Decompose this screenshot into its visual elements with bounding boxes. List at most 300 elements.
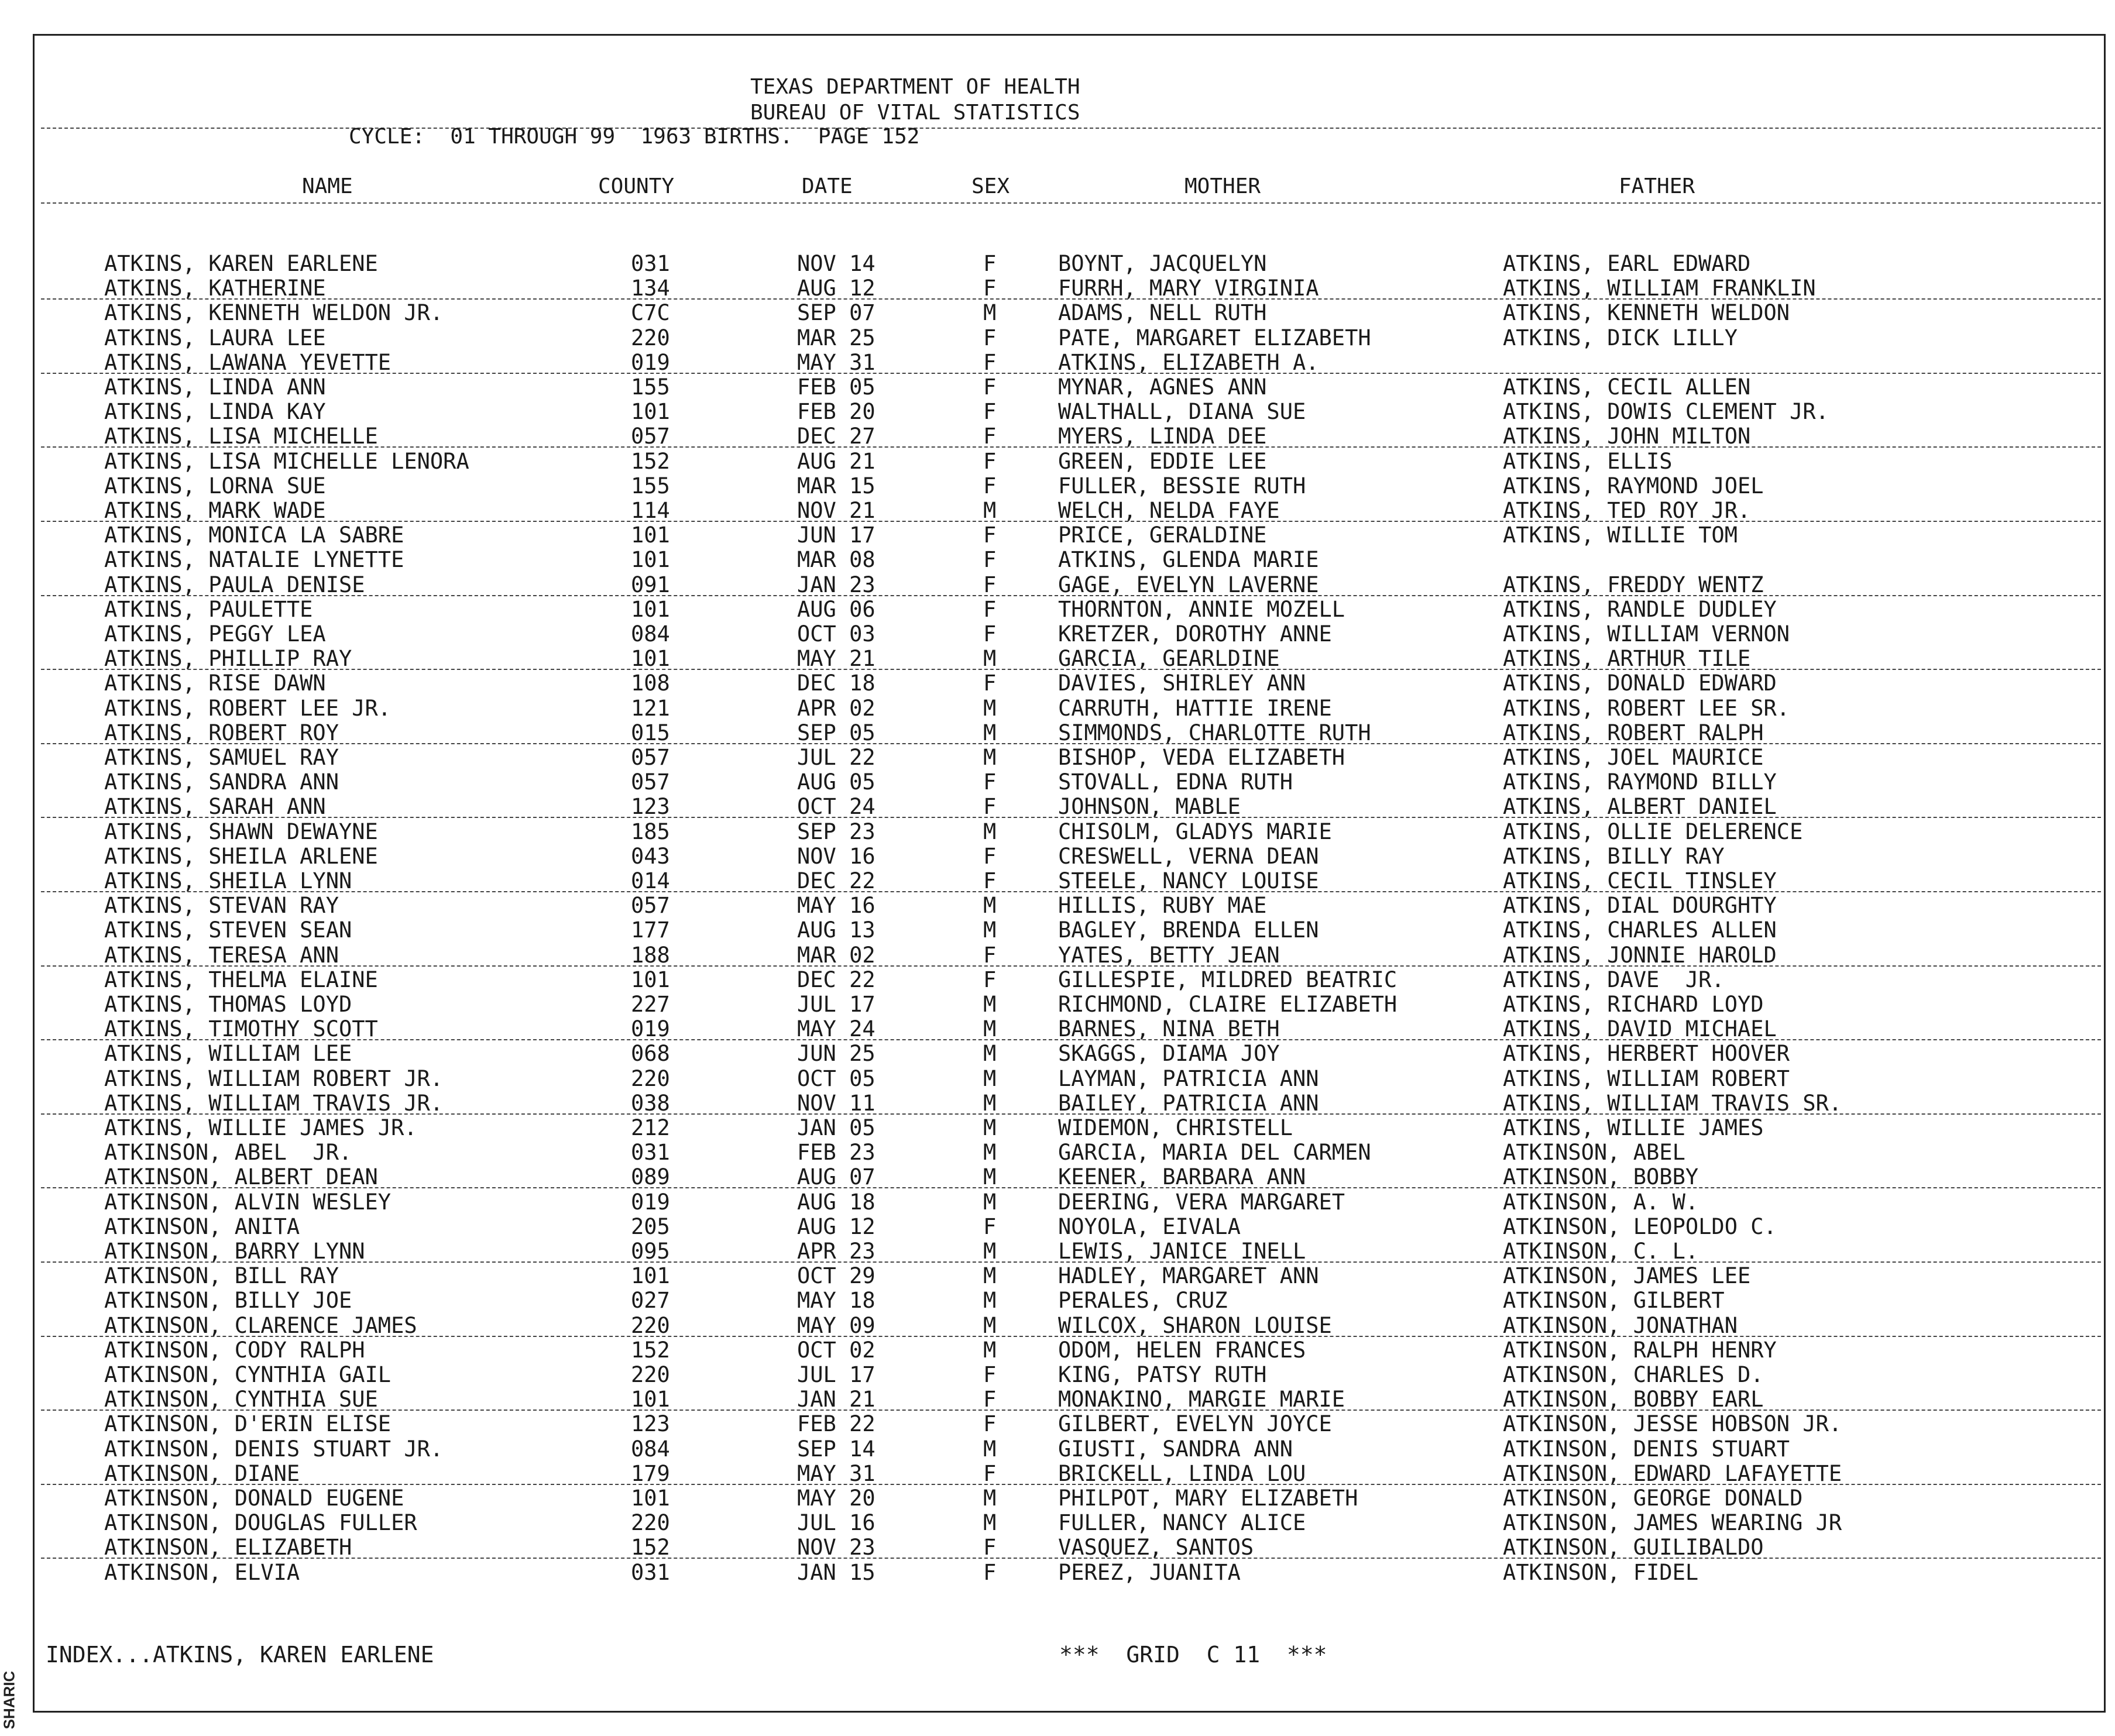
record-date: FEB 05: [797, 374, 875, 400]
record-date: JUL 17: [797, 992, 875, 1017]
record-name: ATKINS, MARK WADE: [104, 498, 326, 523]
record-row: [0, 943, 2115, 968]
record-county: 031: [631, 251, 670, 276]
record-mother: VASQUEZ, SANTOS: [1058, 1535, 1254, 1560]
record-name: ATKINS, LAWANA YEVETTE: [104, 349, 392, 375]
record-row: [0, 449, 2115, 474]
record-row: [0, 1412, 2115, 1436]
column-header-county: COUNTY: [598, 174, 675, 198]
record-name: ATKINS, WILLIE JAMES JR.: [104, 1115, 417, 1140]
record-row: [0, 1116, 2115, 1140]
column-header-mother: MOTHER: [1184, 174, 1261, 198]
record-row: [0, 1041, 2115, 1066]
record-county: 152: [631, 1337, 670, 1363]
column-header-date: DATE: [802, 174, 853, 198]
record-row: [0, 893, 2115, 918]
record-father: ATKINS, HERBERT HOOVER: [1503, 1041, 1790, 1067]
column-header-father: FATHER: [1619, 174, 1695, 198]
record-mother: FULLER, NANCY ALICE: [1058, 1510, 1306, 1536]
record-father: ATKINSON, LEOPOLDO C.: [1503, 1214, 1777, 1239]
record-name: ATKINS, SANDRA ANN: [104, 769, 339, 795]
record-name: ATKINSON, CYNTHIA GAIL: [104, 1362, 392, 1387]
row-group-divider: [41, 373, 2101, 374]
record-sex: M: [983, 695, 997, 721]
record-county: 019: [631, 349, 670, 375]
record-sex: F: [983, 1535, 997, 1560]
record-name: ATKINS, STEVEN SEAN: [104, 917, 352, 943]
record-name: ATKINSON, D'ERIN ELISE: [104, 1411, 392, 1437]
record-sex: M: [983, 1065, 997, 1091]
record-date: SEP 14: [797, 1436, 875, 1462]
row-group-divider: [41, 595, 2101, 596]
record-father: ATKINS, JONNIE HAROLD: [1503, 942, 1777, 968]
record-mother: GILBERT, EVELYN JOYCE: [1058, 1411, 1332, 1437]
row-group-divider: [41, 891, 2101, 892]
record-date: MAY 24: [797, 1016, 875, 1042]
record-row: [0, 745, 2115, 770]
record-father: ATKINS, DAVE JR.: [1503, 967, 1725, 992]
record-father: ATKINSON, DENIS STUART: [1503, 1436, 1790, 1462]
record-mother: MONAKINO, MARGIE MARIE: [1058, 1387, 1345, 1412]
record-date: MAR 25: [797, 325, 875, 350]
record-county: 101: [631, 399, 670, 425]
record-mother: BOYNT, JACQUELYN: [1058, 251, 1267, 276]
record-father: ATKINS, CHARLES ALLEN: [1503, 917, 1777, 943]
record-name: ATKINS, TIMOTHY SCOTT: [104, 1016, 378, 1042]
record-father: ATKINS, DICK LILLY: [1503, 325, 1738, 350]
record-father: ATKINS, RAYMOND BILLY: [1503, 769, 1777, 795]
row-group-divider: [41, 1410, 2101, 1411]
record-date: SEP 07: [797, 300, 875, 326]
record-date: OCT 24: [797, 794, 875, 820]
record-father: ATKINS, RAYMOND JOEL: [1503, 473, 1764, 499]
record-date: AUG 18: [797, 1189, 875, 1215]
record-date: OCT 02: [797, 1337, 875, 1363]
record-row: [0, 622, 2115, 647]
record-county: 212: [631, 1115, 670, 1140]
record-father: ATKINS, DOWIS CLEMENT JR.: [1503, 399, 1829, 425]
record-row: [0, 1560, 2115, 1585]
record-father: ATKINS, CECIL TINSLEY: [1503, 868, 1777, 893]
row-group-divider: [41, 1336, 2101, 1337]
record-row: [0, 1165, 2115, 1190]
record-sex: M: [983, 498, 997, 523]
record-county: 031: [631, 1140, 670, 1166]
record-sex: F: [983, 1559, 997, 1585]
record-date: AUG 12: [797, 1214, 875, 1239]
record-mother: CHISOLM, GLADYS MARIE: [1058, 819, 1332, 844]
record-name: ATKINS, LORNA SUE: [104, 473, 326, 499]
record-mother: KEENER, BARBARA ANN: [1058, 1164, 1306, 1190]
record-county: 057: [631, 769, 670, 795]
record-mother: PERALES, CRUZ: [1058, 1288, 1228, 1314]
row-group-divider: [41, 1113, 2101, 1115]
record-sex: F: [983, 769, 997, 795]
record-mother: GILLESPIE, MILDRED BEATRIC: [1058, 967, 1398, 992]
record-county: 179: [631, 1460, 670, 1486]
row-group-divider: [41, 1039, 2101, 1040]
record-mother: BARNES, NINA BETH: [1058, 1016, 1280, 1042]
record-county: 101: [631, 1486, 670, 1511]
record-father: ATKINS, TED ROY JR.: [1503, 498, 1751, 523]
record-row: [0, 424, 2115, 449]
record-row: [0, 375, 2115, 400]
record-name: ATKINSON, DONALD EUGENE: [104, 1486, 404, 1511]
record-date: AUG 12: [797, 276, 875, 301]
record-county: 101: [631, 596, 670, 622]
record-date: JUL 17: [797, 1362, 875, 1387]
record-county: 068: [631, 1041, 670, 1067]
record-name: ATKINS, THOMAS LOYD: [104, 992, 352, 1017]
record-mother: ATKINS, GLENDA MARIE: [1058, 547, 1319, 573]
record-row: [0, 1363, 2115, 1387]
record-county: 043: [631, 843, 670, 869]
record-date: SEP 23: [797, 819, 875, 844]
record-father: ATKINS, FREDDY WENTZ: [1503, 572, 1764, 597]
record-row: [0, 721, 2115, 745]
record-name: ATKINSON, ALBERT DEAN: [104, 1164, 378, 1190]
record-sex: M: [983, 1337, 997, 1363]
record-row: [0, 1486, 2115, 1511]
record-father: ATKINS, ELLIS: [1503, 448, 1673, 474]
record-row: [0, 301, 2115, 325]
record-sex: F: [983, 1411, 997, 1437]
record-father: ATKINS, WILLIAM TRAVIS SR.: [1503, 1090, 1842, 1116]
record-county: 091: [631, 572, 670, 597]
record-date: AUG 21: [797, 448, 875, 474]
record-county: 057: [631, 424, 670, 449]
record-name: ATKINS, LISA MICHELLE: [104, 424, 378, 449]
record-county: 057: [631, 893, 670, 919]
record-father: ATKINS, ROBERT RALPH: [1503, 720, 1764, 745]
record-sex: F: [983, 621, 997, 647]
record-name: ATKINS, PHILLIP RAY: [104, 646, 352, 672]
record-name: ATKINS, NATALIE LYNETTE: [104, 547, 404, 573]
record-row: [0, 597, 2115, 622]
record-sex: M: [983, 1189, 997, 1215]
record-name: ATKINS, ROBERT LEE JR.: [104, 695, 392, 721]
record-county: 114: [631, 498, 670, 523]
record-row: [0, 1215, 2115, 1239]
record-sex: M: [983, 992, 997, 1017]
record-row: [0, 326, 2115, 350]
record-name: ATKINSON, ABEL JR.: [104, 1140, 352, 1166]
record-sex: F: [983, 399, 997, 425]
record-row: [0, 400, 2115, 424]
record-mother: DAVIES, SHIRLEY ANN: [1058, 671, 1306, 696]
record-sex: M: [983, 1486, 997, 1511]
record-father: ATKINSON, CHARLES D.: [1503, 1362, 1764, 1387]
record-name: ATKINS, KATHERINE: [104, 276, 326, 301]
record-mother: WALTHALL, DIANA SUE: [1058, 399, 1306, 425]
record-father: ATKINS, WILLIAM VERNON: [1503, 621, 1790, 647]
record-mother: ADAMS, NELL RUTH: [1058, 300, 1267, 326]
record-county: 101: [631, 646, 670, 672]
record-father: ATKINSON, JAMES LEE: [1503, 1263, 1751, 1289]
header-divider-bottom: [41, 202, 2101, 204]
record-county: 101: [631, 522, 670, 548]
record-date: JAN 05: [797, 1115, 875, 1140]
record-county: 019: [631, 1016, 670, 1042]
record-name: ATKINS, WILLIAM ROBERT JR.: [104, 1065, 444, 1091]
record-row: [0, 1288, 2115, 1313]
record-mother: KRETZER, DOROTHY ANNE: [1058, 621, 1332, 647]
record-father: ATKINS, ROBERT LEE SR.: [1503, 695, 1790, 721]
column-header-sex: SEX: [971, 174, 1010, 198]
record-sex: F: [983, 473, 997, 499]
record-date: SEP 05: [797, 720, 875, 745]
record-county: 014: [631, 868, 670, 893]
record-father: ATKINSON, RALPH HENRY: [1503, 1337, 1777, 1363]
record-county: 101: [631, 547, 670, 573]
side-label-text: SHARIC: [0, 1670, 18, 1730]
record-date: NOV 16: [797, 843, 875, 869]
record-father: ATKINSON, A. W.: [1503, 1189, 1699, 1215]
record-mother: GARCIA, GEARLDINE: [1058, 646, 1280, 672]
side-label: [0, 1668, 33, 1732]
record-mother: FULLER, BESSIE RUTH: [1058, 473, 1306, 499]
record-mother: GAGE, EVELYN LAVERNE: [1058, 572, 1319, 597]
record-county: 031: [631, 1559, 670, 1585]
record-name: ATKINS, KENNETH WELDON JR.: [104, 300, 444, 326]
record-date: JAN 21: [797, 1387, 875, 1412]
record-father: ATKINS, RICHARD LOYD: [1503, 992, 1764, 1017]
record-county: 123: [631, 794, 670, 820]
record-father: ATKINSON, ABEL: [1503, 1140, 1685, 1166]
record-row: [0, 573, 2115, 597]
record-date: MAY 31: [797, 1460, 875, 1486]
row-group-divider: [41, 1558, 2101, 1559]
record-date: JAN 23: [797, 572, 875, 597]
record-name: ATKINSON, DENIS STUART JR.: [104, 1436, 444, 1462]
record-row: [0, 548, 2115, 572]
record-father: ATKINSON, JAMES WEARING JR: [1503, 1510, 1842, 1536]
record-name: ATKINSON, ELIZABETH: [104, 1535, 352, 1560]
record-father: ATKINS, DIAL DOURGHTY: [1503, 893, 1777, 919]
record-county: 220: [631, 1312, 670, 1338]
record-row: [0, 696, 2115, 721]
record-sex: F: [983, 276, 997, 301]
record-date: MAY 16: [797, 893, 875, 919]
record-father: ATKINSON, BOBBY: [1503, 1164, 1699, 1190]
record-name: ATKINSON, BARRY LYNN: [104, 1239, 365, 1264]
record-date: APR 02: [797, 695, 875, 721]
record-name: ATKINS, PEGGY LEA: [104, 621, 326, 647]
record-mother: WELCH, NELDA FAYE: [1058, 498, 1280, 523]
record-row: [0, 1091, 2115, 1116]
record-row: [0, 671, 2115, 696]
record-date: FEB 23: [797, 1140, 875, 1166]
record-sex: M: [983, 745, 997, 770]
record-father: ATKINS, KENNETH WELDON: [1503, 300, 1790, 326]
record-mother: BAGLEY, BRENDA ELLEN: [1058, 917, 1319, 943]
record-date: DEC 27: [797, 424, 875, 449]
record-mother: YATES, BETTY JEAN: [1058, 942, 1280, 968]
record-mother: BISHOP, VEDA ELIZABETH: [1058, 745, 1345, 770]
row-group-divider: [41, 521, 2101, 522]
record-row: [0, 350, 2115, 375]
record-mother: RICHMOND, CLAIRE ELIZABETH: [1058, 992, 1398, 1017]
record-mother: PHILPOT, MARY ELIZABETH: [1058, 1486, 1358, 1511]
record-date: JUL 16: [797, 1510, 875, 1536]
record-row: [0, 869, 2115, 893]
record-date: APR 23: [797, 1239, 875, 1264]
row-group-divider: [41, 1484, 2101, 1485]
record-sex: F: [983, 547, 997, 573]
record-father: ATKINSON, GEORGE DONALD: [1503, 1486, 1803, 1511]
record-name: ATKINSON, CLARENCE JAMES: [104, 1312, 417, 1338]
record-name: ATKINS, LISA MICHELLE LENORA: [104, 448, 469, 474]
row-group-divider: [41, 965, 2101, 967]
record-name: ATKINS, SHAWN DEWAYNE: [104, 819, 378, 844]
record-sex: M: [983, 1090, 997, 1116]
row-group-divider: [41, 1187, 2101, 1188]
record-row: [0, 968, 2115, 992]
record-name: ATKINS, SHEILA LYNN: [104, 868, 352, 893]
record-row: [0, 1462, 2115, 1486]
row-group-divider: [41, 446, 2101, 448]
record-sex: F: [983, 572, 997, 597]
record-county: 057: [631, 745, 670, 770]
record-row: [0, 1067, 2115, 1091]
record-county: 220: [631, 1362, 670, 1387]
record-county: 084: [631, 621, 670, 647]
record-row: [0, 1437, 2115, 1462]
record-row: [0, 252, 2115, 276]
record-date: NOV 23: [797, 1535, 875, 1560]
record-row: [0, 474, 2115, 499]
record-date: OCT 03: [797, 621, 875, 647]
record-row: [0, 992, 2115, 1017]
record-mother: BRICKELL, LINDA LOU: [1058, 1460, 1306, 1486]
record-date: FEB 22: [797, 1411, 875, 1437]
record-county: 038: [631, 1090, 670, 1116]
record-row: [0, 844, 2115, 869]
record-mother: THORNTON, ANNIE MOZELL: [1058, 596, 1345, 622]
record-sex: F: [983, 424, 997, 449]
record-date: MAY 09: [797, 1312, 875, 1338]
record-row: [0, 523, 2115, 548]
record-father: ATKINS, WILLIAM ROBERT: [1503, 1065, 1790, 1091]
record-county: 101: [631, 1263, 670, 1289]
record-county: 227: [631, 992, 670, 1017]
record-father: ATKINS, JOEL MAURICE: [1503, 745, 1764, 770]
record-county: 220: [631, 1065, 670, 1091]
record-county: 155: [631, 374, 670, 400]
record-sex: M: [983, 1041, 997, 1067]
record-name: ATKINS, LINDA KAY: [104, 399, 326, 425]
record-father: ATKINS, DONALD EDWARD: [1503, 671, 1777, 696]
record-date: MAY 18: [797, 1288, 875, 1314]
record-name: ATKINS, TERESA ANN: [104, 942, 339, 968]
record-county: 220: [631, 1510, 670, 1536]
record-father: ATKINS, WILLIE TOM: [1503, 522, 1738, 548]
record-date: DEC 22: [797, 868, 875, 893]
record-sex: M: [983, 819, 997, 844]
record-county: 205: [631, 1214, 670, 1239]
record-father: ATKINSON, GILBERT: [1503, 1288, 1725, 1314]
record-mother: MYERS, LINDA DEE: [1058, 424, 1267, 449]
record-sex: M: [983, 1312, 997, 1338]
record-row: [0, 647, 2115, 671]
record-sex: F: [983, 1460, 997, 1486]
record-sex: M: [983, 300, 997, 326]
record-sex: F: [983, 967, 997, 992]
record-name: ATKINS, ROBERT ROY: [104, 720, 339, 745]
record-mother: WIDEMON, CHRISTELL: [1058, 1115, 1293, 1140]
record-father: ATKINS, EARL EDWARD: [1503, 251, 1751, 276]
record-name: ATKINS, RISE DAWN: [104, 671, 326, 696]
record-name: ATKINS, LAURA LEE: [104, 325, 326, 350]
record-father: ATKINS, WILLIAM FRANKLIN: [1503, 276, 1816, 301]
column-header-name: NAME: [302, 174, 353, 198]
record-name: ATKINSON, BILL RAY: [104, 1263, 339, 1289]
record-mother: BAILEY, PATRICIA ANN: [1058, 1090, 1319, 1116]
record-mother: STEELE, NANCY LOUISE: [1058, 868, 1319, 893]
record-name: ATKINS, WILLIAM TRAVIS JR.: [104, 1090, 444, 1116]
record-sex: M: [983, 1239, 997, 1264]
record-sex: F: [983, 349, 997, 375]
record-row: [0, 820, 2115, 844]
record-date: MAY 21: [797, 646, 875, 672]
record-sex: F: [983, 374, 997, 400]
record-sex: F: [983, 251, 997, 276]
record-name: ATKINS, LINDA ANN: [104, 374, 326, 400]
record-county: 019: [631, 1189, 670, 1215]
row-group-divider: [41, 669, 2101, 670]
record-name: ATKINS, PAULETTE: [104, 596, 313, 622]
header-cycle: CYCLE: 01 THROUGH 99 1963 BIRTHS. PAGE 152: [349, 125, 920, 149]
record-mother: CARRUTH, HATTIE IRENE: [1058, 695, 1332, 721]
record-row: [0, 1535, 2115, 1560]
record-date: NOV 14: [797, 251, 875, 276]
record-date: NOV 21: [797, 498, 875, 523]
footer-grid: *** GRID C 11 ***: [1059, 1642, 1327, 1668]
record-row: [0, 499, 2115, 523]
header-department: TEXAS DEPARTMENT OF HEALTH: [750, 75, 1080, 99]
record-name: ATKINS, THELMA ELAINE: [104, 967, 378, 992]
record-father: ATKINS, BILLY RAY: [1503, 843, 1725, 869]
record-name: ATKINSON, CODY RALPH: [104, 1337, 365, 1363]
record-mother: DEERING, VERA MARGARET: [1058, 1189, 1345, 1215]
record-father: ATKINS, CECIL ALLEN: [1503, 374, 1751, 400]
record-row: [0, 795, 2115, 819]
record-row: [0, 1338, 2115, 1363]
record-name: ATKINS, MONICA LA SABRE: [104, 522, 404, 548]
record-father: ATKINS, DAVID MICHAEL: [1503, 1016, 1777, 1042]
record-father: ATKINSON, C. L.: [1503, 1239, 1699, 1264]
record-name: ATKINS, STEVAN RAY: [104, 893, 339, 919]
record-sex: F: [983, 325, 997, 350]
record-county: 185: [631, 819, 670, 844]
record-date: MAR 02: [797, 942, 875, 968]
record-sex: F: [983, 596, 997, 622]
record-name: ATKINS, SARAH ANN: [104, 794, 326, 820]
record-name: ATKINS, WILLIAM LEE: [104, 1041, 352, 1067]
record-row: [0, 1264, 2115, 1288]
record-father: ATKINS, JOHN MILTON: [1503, 424, 1751, 449]
record-sex: F: [983, 942, 997, 968]
record-date: AUG 06: [797, 596, 875, 622]
record-name: ATKINSON, ELVIA: [104, 1559, 300, 1585]
record-county: 101: [631, 967, 670, 992]
record-date: DEC 18: [797, 671, 875, 696]
record-county: 123: [631, 1411, 670, 1437]
record-row: [0, 276, 2115, 301]
record-father: ATKINSON, JESSE HOBSON JR.: [1503, 1411, 1842, 1437]
record-date: OCT 05: [797, 1065, 875, 1091]
record-county: 177: [631, 917, 670, 943]
